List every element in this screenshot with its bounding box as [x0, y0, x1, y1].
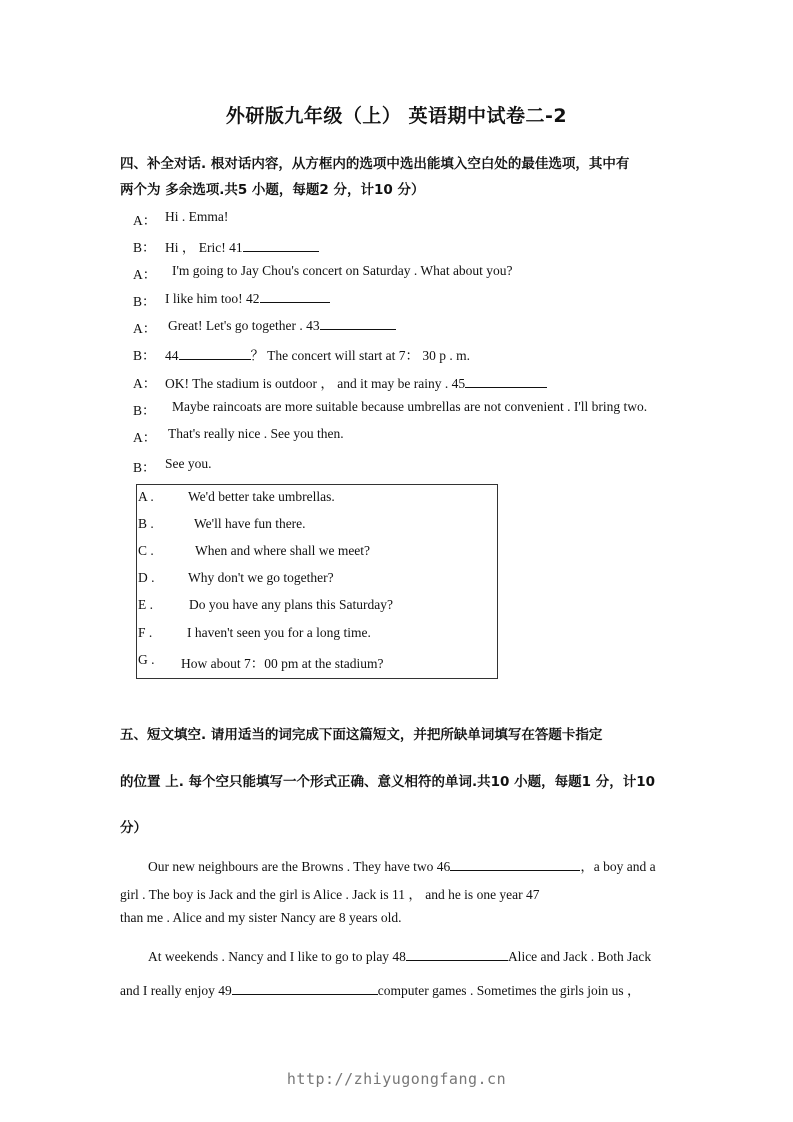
passage-line	[148, 855, 656, 875]
answer-blank-46[interactable]	[450, 858, 580, 871]
passage-line: girl . The boy is Jack and the girl is Alice . Jack is 11 ， and he is one year 47	[120, 887, 540, 902]
utterance	[165, 290, 330, 307]
option-letter: F .	[138, 625, 153, 640]
dialogue-line	[0, 209, 793, 228]
passage-line	[148, 948, 651, 965]
answer-blank-48[interactable]	[406, 948, 508, 961]
utterance-text: I like him too! 42	[165, 291, 260, 306]
dialogue-line	[0, 317, 793, 336]
speaker-label: B：	[133, 403, 156, 418]
dialogue-line	[0, 263, 793, 282]
speaker-label: B：	[133, 460, 156, 475]
section5-heading-line1: 五、短文填空. 请用适当的词完成下面这篇短文，并把所缺单词填写在答题卡指定	[120, 727, 603, 743]
utterance-text-after: ？ The concert will start at 7： 30 p . m.	[250, 348, 470, 363]
passage-line: than me . Alice and my sister Nancy are 8 years old.	[120, 910, 402, 925]
section4-heading-line1: 四、补全对话. 根对话内容，从方框内的选项中选出能填入空白处的最佳选项，其中有	[120, 156, 630, 172]
utterance-text: OK! The stadium is outdoor ， and it may be rainy . 45	[165, 376, 466, 391]
speaker-label: B：	[133, 294, 156, 309]
utterance-text: Great! Let's go together . 43	[168, 318, 320, 333]
speaker-label: B：	[133, 240, 156, 255]
utterance-text: Hi ， Eric! 41	[165, 240, 243, 255]
utterance: See you.	[165, 456, 212, 471]
section5-heading-line3: 分）	[120, 820, 147, 836]
utterance: I'm going to Jay Chou's concert on Saturday . What about you?	[172, 263, 513, 278]
passage-text: computer games . Sometimes the girls join us ，	[377, 983, 641, 998]
option-letter: B .	[138, 516, 154, 531]
dialogue-line	[0, 290, 793, 309]
utterance	[168, 317, 396, 334]
passage-text: Our new neighbours are the Browns . They have two 46	[148, 859, 451, 874]
speaker-label: A：	[133, 267, 157, 282]
option-text: How about 7：00 pm at the stadium?	[181, 656, 384, 671]
passage-text: ，a boy and a	[580, 859, 656, 874]
option-text: Why don't we go together?	[188, 570, 334, 585]
option-letter: E .	[138, 597, 153, 612]
speaker-label: A：	[133, 376, 157, 391]
passage-text: Alice and Jack . Both Jack	[507, 949, 652, 964]
dialogue-line	[0, 399, 793, 418]
dialogue-line	[0, 426, 793, 445]
speaker-label: B：	[133, 348, 156, 363]
utterance: Hi . Emma!	[165, 209, 229, 224]
dialogue-line	[0, 344, 793, 363]
speaker-label: A：	[133, 321, 157, 336]
utterance	[165, 344, 470, 364]
answer-blank-42[interactable]	[260, 290, 330, 303]
option-text: We'll have fun there.	[194, 516, 306, 531]
utterance	[165, 372, 547, 392]
option-letter: G .	[138, 652, 155, 667]
option-text: Do you have any plans this Saturday?	[189, 597, 393, 612]
footer-url: http://zhiyugongfang.cn	[286, 1070, 507, 1088]
option-letter: C .	[138, 543, 154, 558]
option-letter: A .	[138, 489, 154, 504]
dialogue-line	[0, 372, 793, 391]
option-letter: D .	[138, 570, 155, 585]
speaker-label: A：	[133, 430, 157, 445]
option-text: When and where shall we meet?	[195, 543, 371, 558]
utterance: That's really nice . See you then.	[168, 426, 344, 441]
page-title: 外研版九年级（上） 英语期中试卷二-2	[225, 105, 568, 127]
answer-blank-49[interactable]	[232, 982, 378, 995]
section5-heading-line2: 的位置 上. 每个空只能填写一个形式正确、意义相符的单词.共10 小题，每题1 分，计10	[120, 774, 656, 790]
dialogue-line	[0, 456, 793, 475]
utterance-text: 44	[165, 348, 179, 363]
passage-text: and I really enjoy 49	[120, 983, 232, 998]
speaker-label: A：	[133, 213, 157, 228]
answer-blank-41[interactable]	[243, 239, 319, 252]
utterance: Maybe raincoats are more suitable because umbrellas are not convenient . I'll bring two.	[172, 399, 648, 414]
passage-text: At weekends . Nancy and I like to go to play 48	[148, 949, 406, 964]
answer-blank-44[interactable]	[179, 347, 251, 360]
option-text: We'd better take umbrellas.	[188, 489, 335, 504]
section4-heading-line2: 两个为 多余选项.共5 小题，每题2 分，计10 分）	[120, 182, 425, 198]
dialogue-line	[0, 236, 793, 255]
answer-blank-43[interactable]	[320, 317, 396, 330]
passage-line	[120, 979, 641, 999]
option-text: I haven't seen you for a long time.	[187, 625, 371, 640]
utterance	[165, 236, 319, 256]
answer-blank-45[interactable]	[465, 375, 547, 388]
